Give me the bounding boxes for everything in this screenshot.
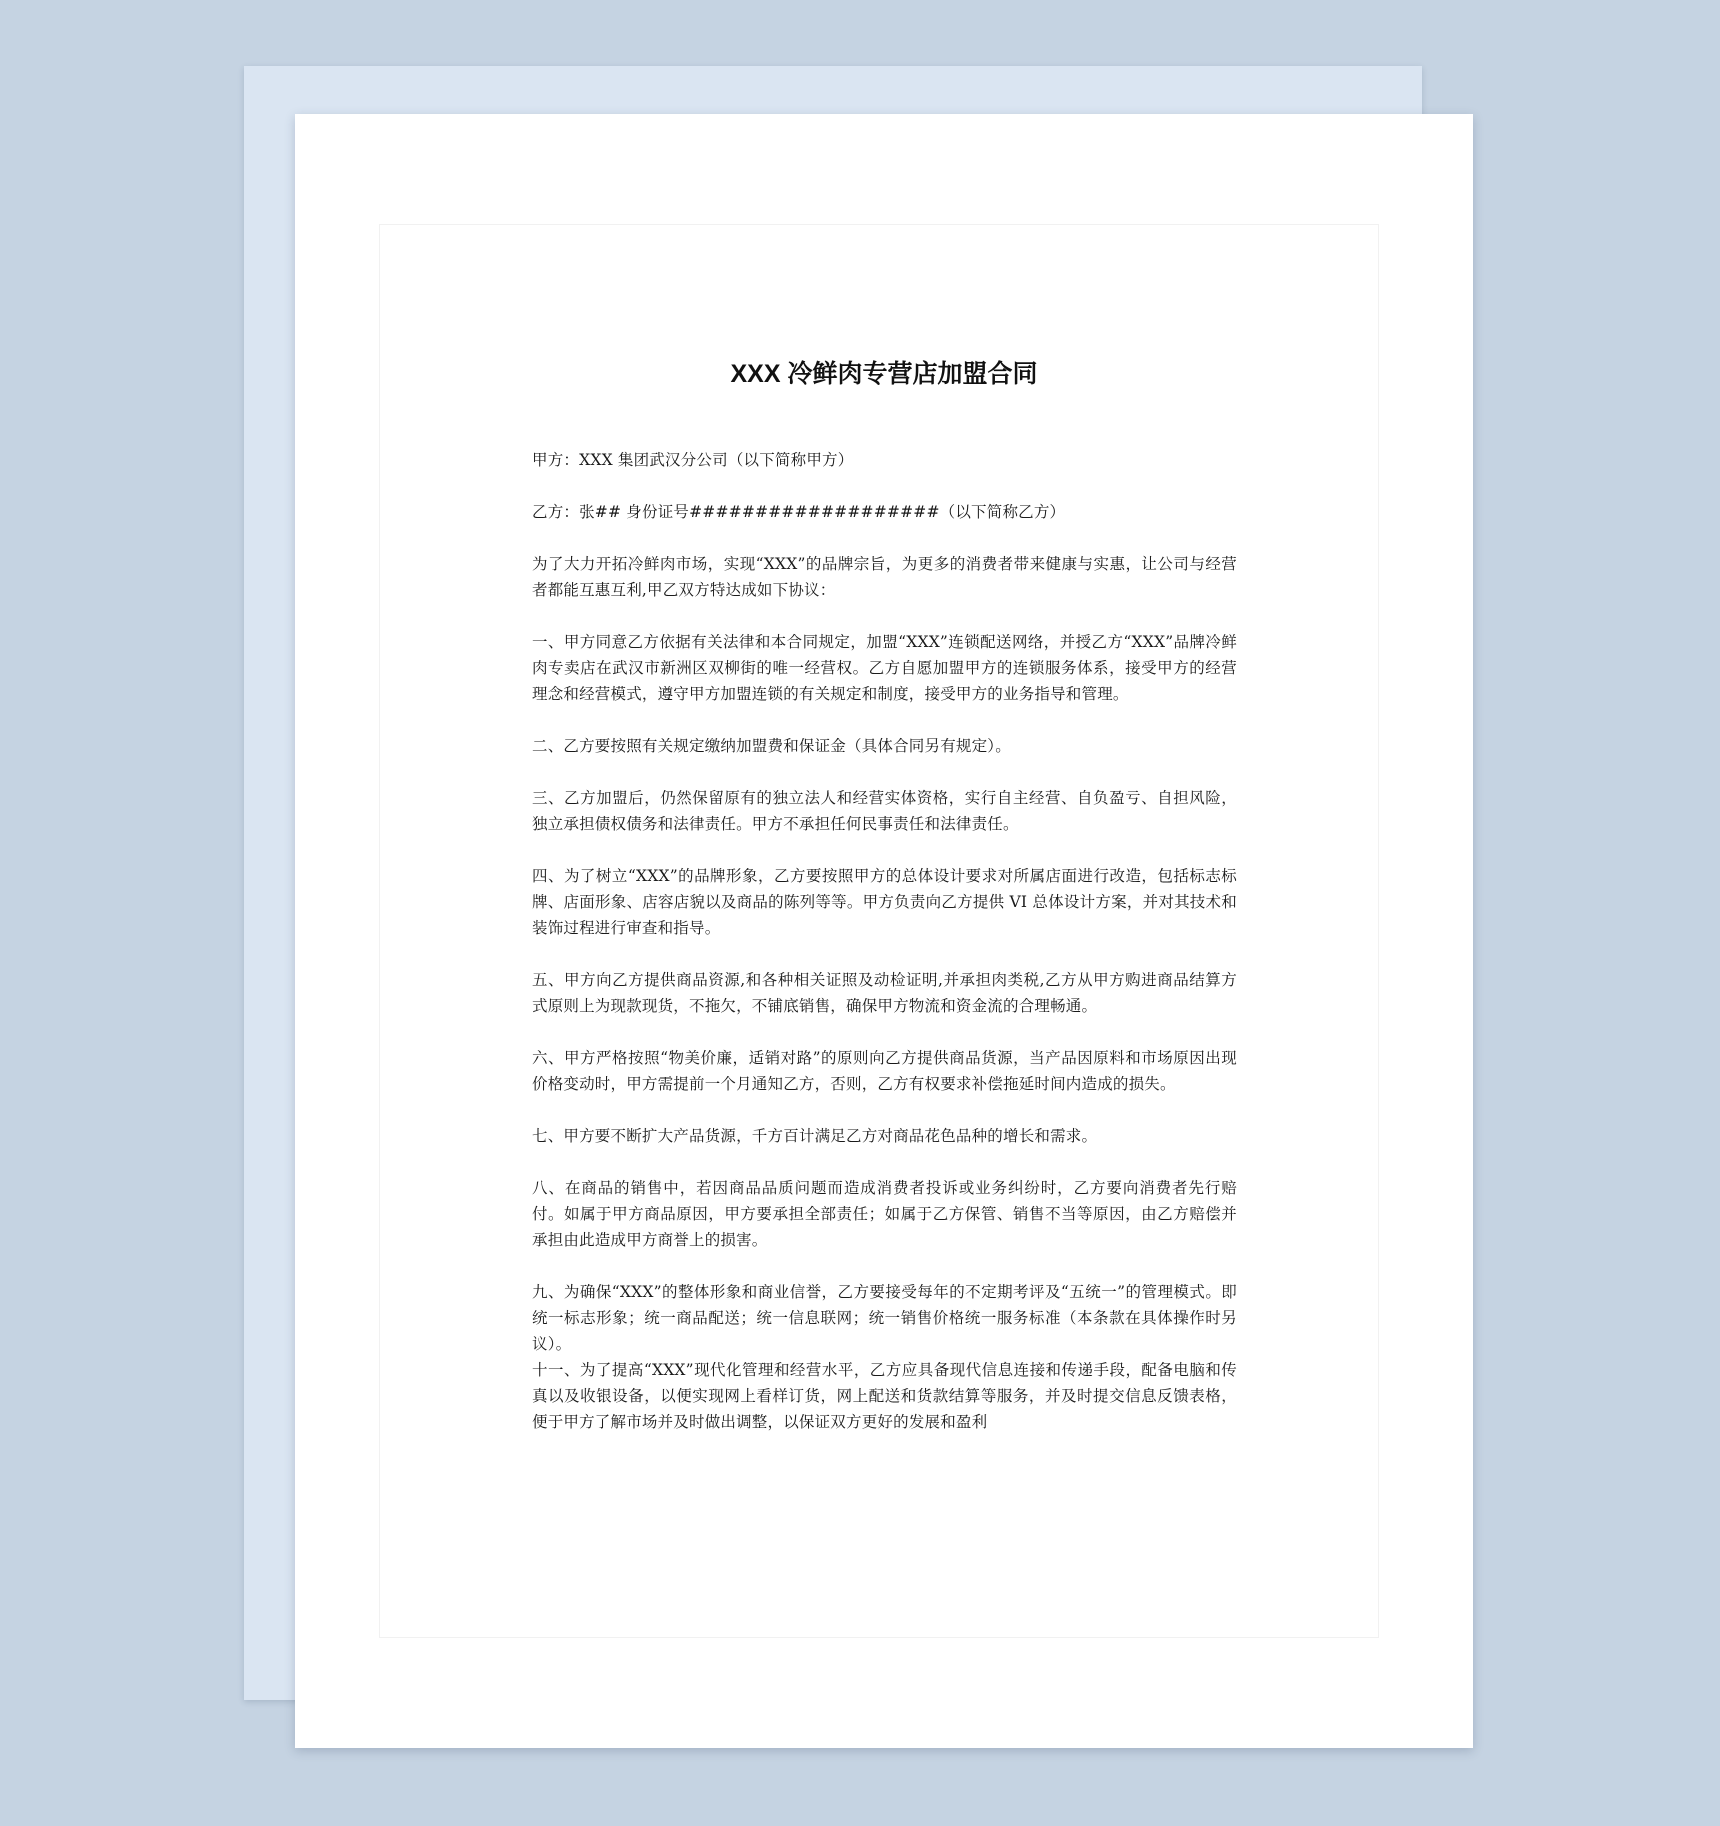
clause-3: 三、乙方加盟后，仍然保留原有的独立法人和经营实体资格，实行自主经营、自负盈亏、自担风险，独立承担债权债务和法律责任。甲方不承担任何民事责任和法律责任。	[532, 789, 1237, 833]
document-title: XXX 冷鲜肉专营店加盟合同	[730, 360, 1038, 388]
clause-8: 八、在商品的销售中，若因商品品质问题而造成消费者投诉或业务纠纷时，乙方要向消费者先行赔付。如属于甲方商品原因，甲方要承担全部责任；如属于乙方保管、销售不当等原因，由乙方赔偿并承担由此造成甲方商誉上的损害。	[532, 1179, 1237, 1249]
party-b-line: 乙方：张## 身份证号###################（以下简称乙方）	[532, 503, 1066, 521]
clause-4: 四、为了树立“XXX”的品牌形象，乙方要按照甲方的总体设计要求对所属店面进行改造，包括标志标牌、店面形象、店容店貌以及商品的陈列等等。甲方负责向乙方提供 VI 总体设计方案，并对其技术和装饰过程进行审查和指导。	[532, 867, 1237, 937]
clause-6: 六、甲方严格按照“物美价廉，适销对路”的原则向乙方提供商品货源，当产品因原料和市场原因出现价格变动时，甲方需提前一个月通知乙方，否则，乙方有权要求补偿拖延时间内造成的损失。	[532, 1049, 1237, 1093]
clause-2: 二、乙方要按照有关规定缴纳加盟费和保证金（具体合同另有规定）。	[532, 737, 1011, 755]
clause-5: 五、甲方向乙方提供商品资源,和各种相关证照及动检证明,并承担肉类税,乙方从甲方购进商品结算方式原则上为现款现货，不拖欠，不铺底销售，确保甲方物流和资金流的合理畅通。	[532, 971, 1237, 1015]
clause-1: 一、甲方同意乙方依据有关法律和本合同规定，加盟“XXX”连锁配送网络，并授乙方“XXX”品牌冷鲜肉专卖店在武汉市新洲区双柳街的唯一经营权。乙方自愿加盟甲方的连锁服务体系，接受甲方的经营理念和经营模式，遵守甲方加盟连锁的有关规定和制度，接受甲方的业务指导和管理。	[532, 633, 1237, 703]
party-a-line: 甲方：XXX 集团武汉分公司（以下简称甲方）	[532, 451, 854, 469]
clause-11: 十一、为了提高“XXX”现代化管理和经营水平，乙方应具备现代信息连接和传递手段，配备电脑和传真以及收银设备，以便实现网上看样订货，网上配送和货款结算等服务，并及时提交信息反馈表格，便于甲方了解市场并及时做出调整，以保证双方更好的发展和盈利	[532, 1361, 1237, 1431]
document-page	[295, 114, 1473, 1748]
document-body	[532, 447, 1237, 1435]
clause-7: 七、甲方要不断扩大产品货源，千方百计满足乙方对商品花色品种的增长和需求。	[532, 1127, 1098, 1145]
preamble-paragraph: 为了大力开拓冷鲜肉市场，实现“XXX”的品牌宗旨，为更多的消费者带来健康与实惠，让公司与经营者都能互惠互利,甲乙双方特达成如下协议：	[532, 555, 1237, 599]
clause-9: 九、为确保“XXX”的整体形象和商业信誉，乙方要接受每年的不定期考评及“五统一”的管理模式。即统一标志形象；统一商品配送；统一信息联网；统一销售价格统一服务标准（本条款在具体操作时另议）。	[532, 1283, 1237, 1353]
